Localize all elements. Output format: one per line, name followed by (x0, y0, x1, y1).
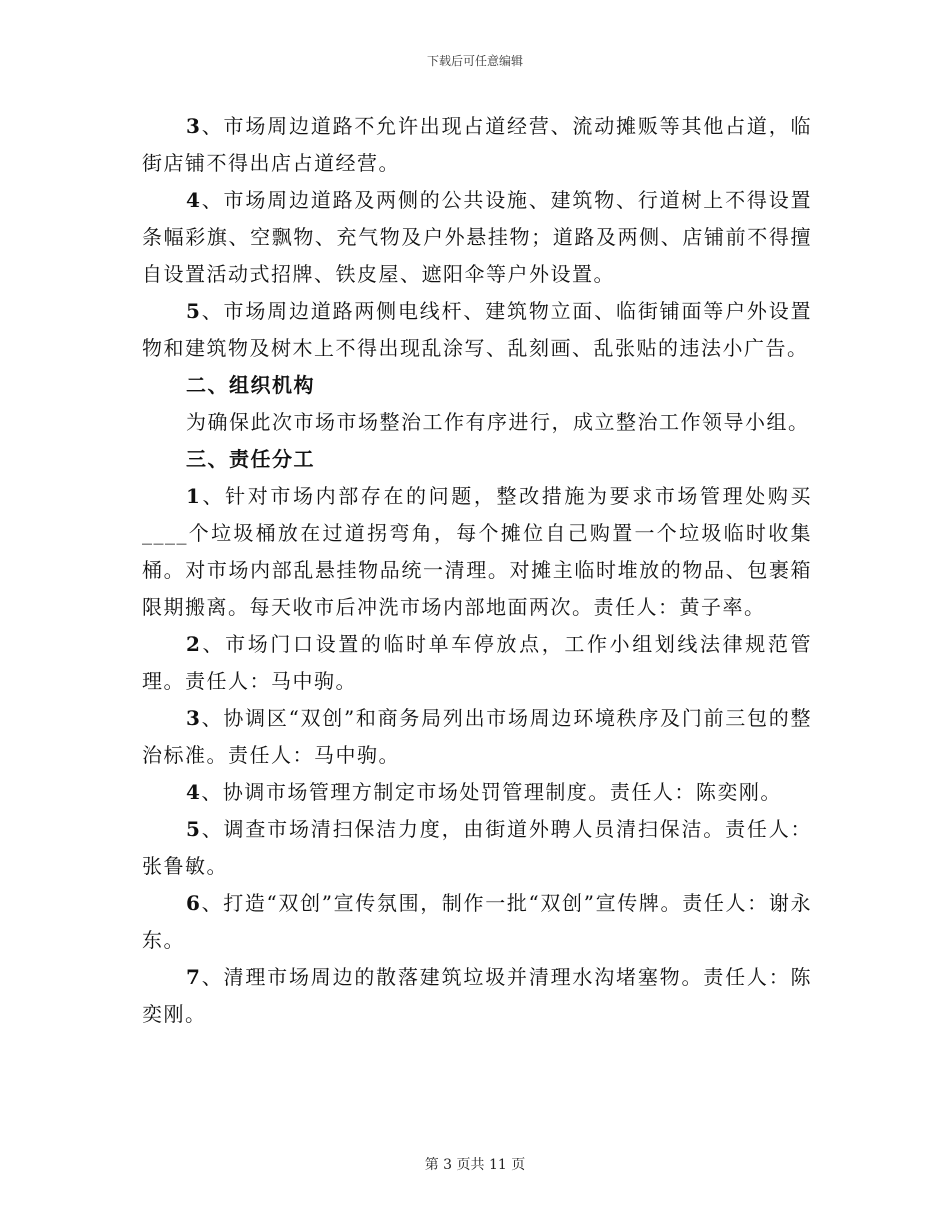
item-number: 4 (186, 188, 202, 212)
item-number: 4 (186, 780, 202, 804)
list-item (142, 182, 812, 293)
item-number: 2 (186, 632, 202, 656)
item-number: 7 (186, 965, 202, 989)
list-item (142, 959, 812, 1033)
item-text: 、市场周边道路及两侧的公共设施、建筑物、行道树上不得设置条幅彩旗、空飘物、充气物及户外悬挂物；道路及两侧、店铺前不得擅自设置活动式招牌、铁皮屋、遮阳伞等户外设置。 (142, 188, 812, 286)
item-text: 、市场周边道路两侧电线杆、建筑物立面、临街铺面等户外设置物和建筑物及树木上不得出现乱涂写、乱刻画、乱张贴的违法小广告。 (142, 299, 812, 360)
item-text: 、清理市场周边的散落建筑垃圾并清理水沟堵塞物。责任人：陈奕刚。 (142, 965, 812, 1026)
list-item (142, 478, 812, 626)
item-text: 、协调市场管理方制定市场处罚管理制度。责任人：陈奕刚。 (201, 780, 782, 804)
item-number: 5 (186, 817, 202, 841)
list-item (142, 774, 812, 811)
list-item (142, 293, 812, 367)
section-title-responsibilities: 三、责任分工 (186, 447, 315, 471)
item-number: 1 (186, 484, 202, 508)
list-item (142, 108, 812, 182)
item-number: 5 (186, 299, 202, 323)
section-body-organization: 为确保此次市场市场整治工作有序进行，成立整治工作领导小组。 (186, 410, 810, 434)
item-text: 、调查市场清扫保洁力度，由街道外聘人员清扫保洁。责任人：张鲁敏。 (142, 817, 812, 878)
item-number: 3 (186, 114, 202, 138)
item-text: 、市场周边道路不允许出现占道经营、流动摊贩等其他占道，临街店铺不得出店占道经营。 (142, 114, 812, 175)
section-title-organization: 二、组织机构 (186, 373, 315, 397)
document-body (142, 108, 812, 1033)
item-number: 6 (186, 891, 202, 915)
list-item (142, 700, 812, 774)
page-footer: 第 3 页共 11 页 (424, 1157, 526, 1173)
item-text: 、针对市场内部存在的问题，整改措施为要求市场管理处购买____个垃圾桶放在过道拐弯角，每个摊位自己购置一个垃圾临时收集桶。对市场内部乱悬挂物品统一清理。对摊主临时堆放的物品、包裹箱限期搬离。每天收市后冲洗市场内部地面两次。责任人：黄子率。 (142, 484, 812, 619)
item-text: 、市场门口设置的临时单车停放点，工作小组划线法律规范管理。责任人：马中驹。 (142, 632, 812, 693)
list-item (142, 885, 812, 959)
list-item (142, 626, 812, 700)
item-number: 3 (186, 706, 202, 730)
page-header: 下载后可任意编辑 (426, 54, 523, 68)
item-text: 、协调区“双创”和商务局列出市场周边环境秩序及门前三包的整治标准。责任人：马中驹。 (142, 706, 812, 767)
list-item (142, 811, 812, 885)
item-text: 、打造“双创”宣传氛围，制作一批“双创”宣传牌。责任人：谢永东。 (142, 891, 812, 952)
